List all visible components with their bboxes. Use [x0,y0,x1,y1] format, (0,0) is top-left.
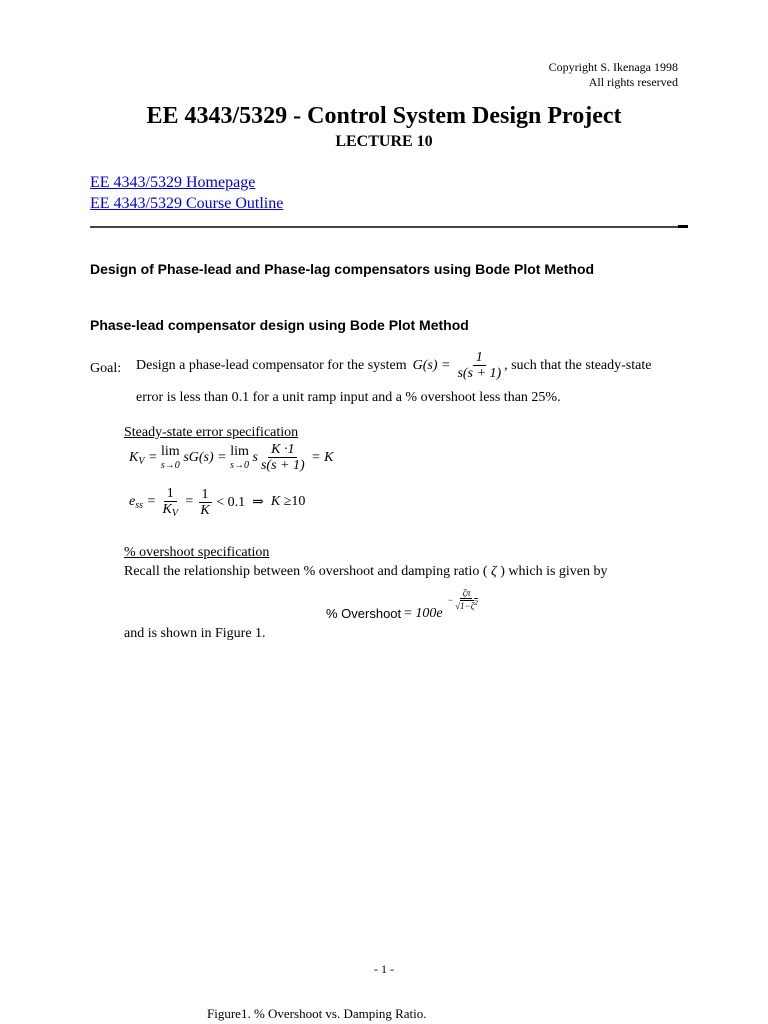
copyright-line: Copyright S. Ikenaga 1998 [548,60,678,74]
course-outline-link[interactable]: EE 4343/5329 Course Outline [90,195,284,212]
figure-reference: and is shown in Figure 1. [124,626,266,641]
goal-text-after: , such that the steady-state [504,357,652,373]
horizontal-divider [90,226,688,228]
divider-end-mark [678,225,688,228]
goal-text-before: Design a phase-lead compensator for the system [136,357,407,373]
lecture-subtitle: LECTURE 10 [335,133,433,150]
overshoot-heading: % overshoot specification [124,545,270,560]
section-heading: Design of Phase-lead and Phase-lag compensators using Bode Plot Method [90,261,595,277]
homepage-link[interactable]: EE 4343/5329 Homepage [90,174,256,191]
recall-before: Recall the relationship between % overshoot and damping ratio ( [124,564,488,579]
sse-heading: Steady-state error specification [124,425,299,440]
subsection-heading: Phase-lead compensator design using Bode Plot Method [90,317,469,333]
system-fraction: $\frac{1}{s(s + 1)}$ [457,350,502,381]
system-transfer-function: G(s) = [412,357,451,373]
goal-line-2: error is less than 0.1 for a unit ramp input and a % overshoot less than 25%. [136,390,561,405]
rights-line: All rights reserved [588,75,678,89]
goal-statement [136,350,651,381]
page-number: - 1 - [374,962,394,976]
page-title: EE 4343/5329 - Control System Design Project [146,103,622,129]
recall-after: ) which is given by [500,564,608,579]
overshoot-recall: Recall the relationship between % overshoot and damping ratio ( ζ ) which is given by [124,564,608,579]
ess-equation: $e_{ss}$ = $\frac{1}{K_V}$ = $\frac{1}{K}$ < 0.1 ⇒ K ≥10 [129,486,306,519]
figure-caption: Figure1. % Overshoot vs. Damping Ratio. [207,1006,427,1021]
kv-equation: $K_V$ = lim s→0 sG(s) = lim s→0 s $\frac{K \cdot 1}{s(s + 1)}$ = K [129,442,334,473]
overshoot-formula-label: % Overshoot [326,606,402,621]
copyright-notice [549,60,678,90]
goal-label: Goal: [90,361,122,376]
